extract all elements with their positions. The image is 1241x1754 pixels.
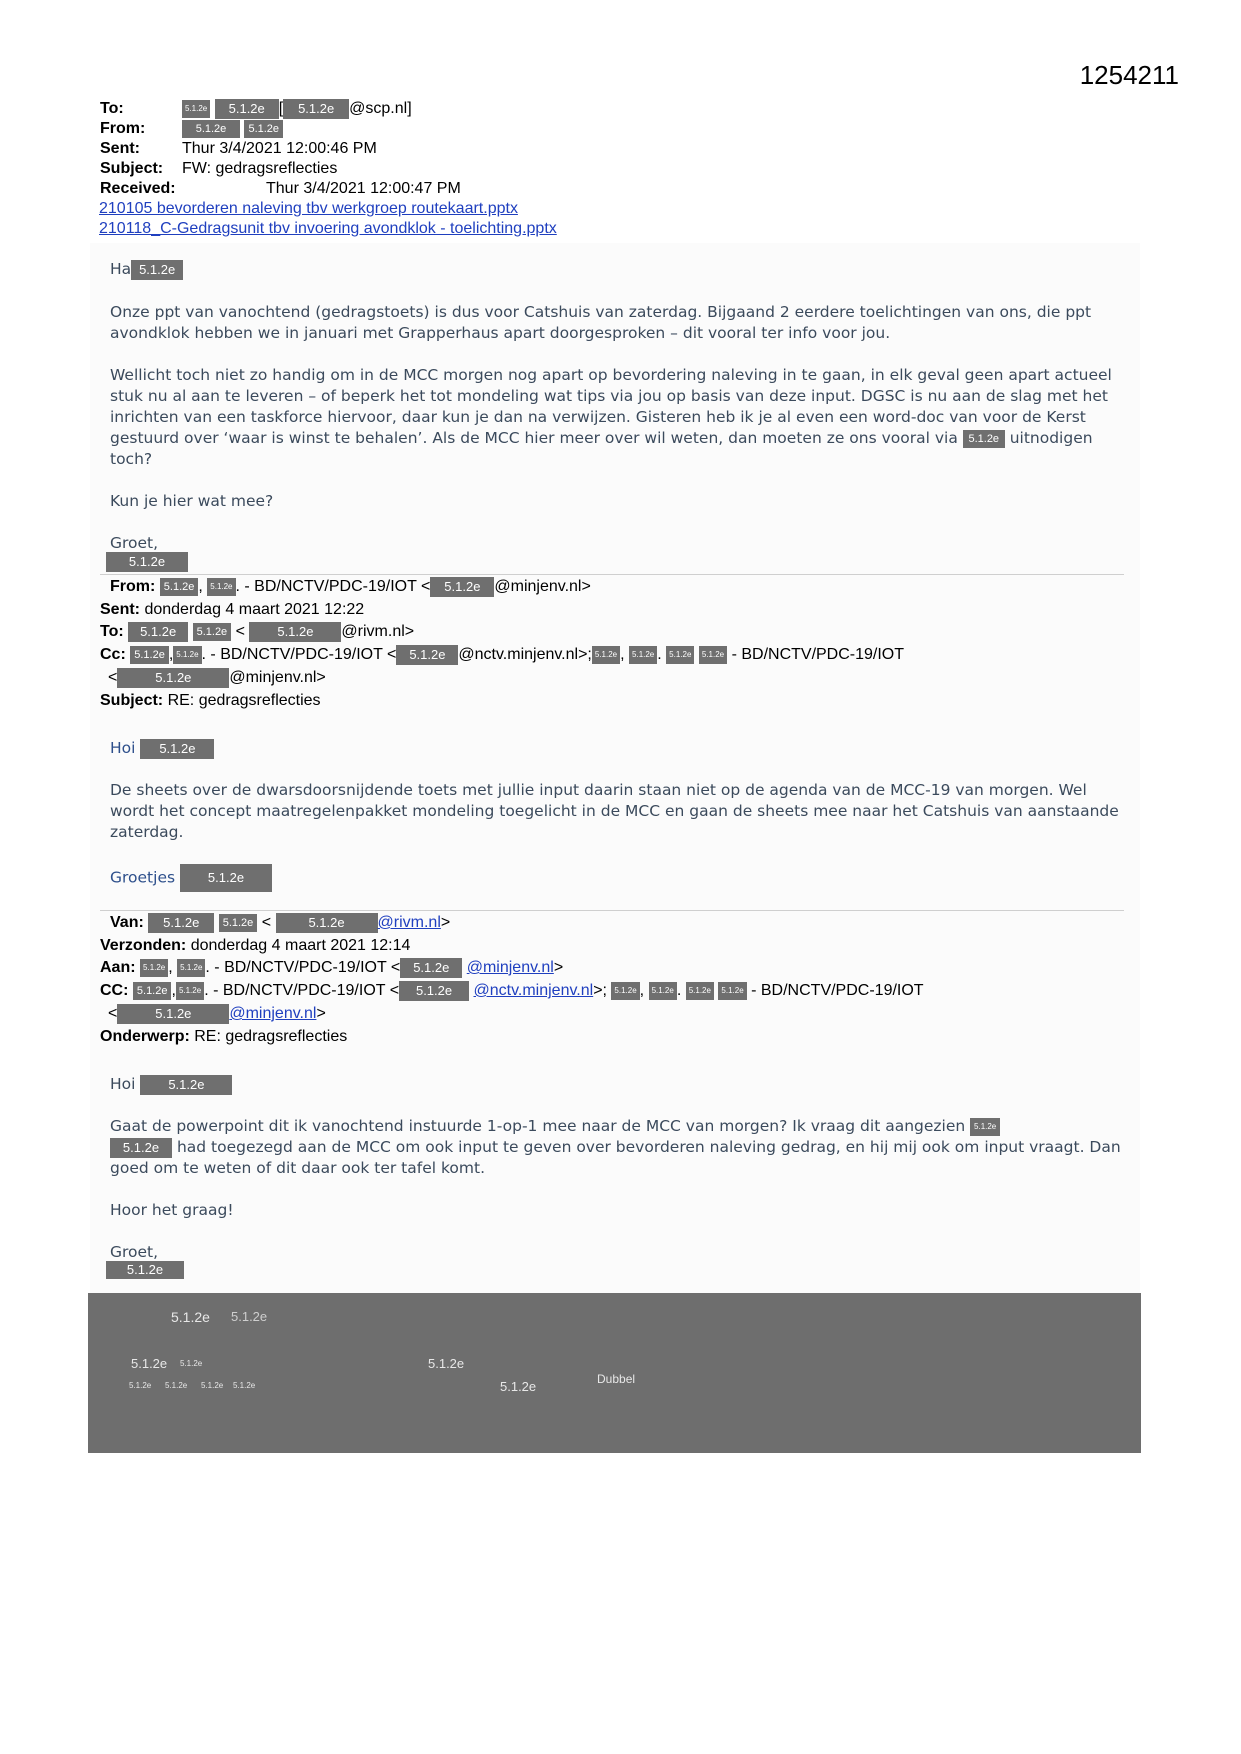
redaction: 5.1.2e <box>131 260 183 280</box>
email-link[interactable]: @minjenv.nl <box>229 1005 317 1022</box>
message2-to: To: 5.1.2e 5.1.2e < 5.1.2e @rivm.nl> <box>100 623 415 640</box>
redaction: 5.1.2e <box>718 982 746 1000</box>
redaction: 5.1.2e <box>399 981 469 1001</box>
message3-subject: Onderwerp: RE: gedragsreflecties <box>100 1028 348 1045</box>
redaction: 5.1.2e <box>177 959 205 977</box>
sent-value: Thur 3/4/2021 12:00:46 PM <box>182 140 377 157</box>
redaction: 5.1.2e <box>173 646 201 664</box>
message3-closing: Groet, <box>110 1243 159 1261</box>
document-number: 1254211 <box>1079 60 1179 90</box>
redaction: 5.1.2e <box>180 864 272 892</box>
message1-question: Kun je hier wat mee? <box>110 492 274 510</box>
message3-paragraph: Gaat de powerpoint dit ik vanochtend instuurde 1-op-1 mee naar de MCC van morgen? Ik vraag dit aangezien 5.1.2e 5.1.2e had toegezegd aan de MCC om ook input te geven over bevorderen naleving gedrag, en hij mij ook om input vraagt. Dan goed om te weten of dit daar ook ter tafel komt. <box>110 1117 1121 1177</box>
redaction: 5.1.2e <box>110 1138 172 1158</box>
redaction: 5.1.2e <box>182 120 240 138</box>
received-value: Thur 3/4/2021 12:00:47 PM <box>266 180 461 197</box>
message2-from: From: 5.1.2e , 5.1.2e . - BD/NCTV/PDC-19/IOT < 5.1.2e @minjenv.nl> <box>110 578 591 595</box>
redaction: 5.1.2e <box>219 914 258 932</box>
message2-subject: Subject: RE: gedragsreflecties <box>100 692 321 709</box>
message3-greeting: Hoi 5.1.2e <box>110 1074 1130 1095</box>
redaction: 5.1.2e <box>148 913 214 933</box>
message2-paragraph: De sheets over de dwarsdoorsnijdende toets met jullie input daarin staan niet op de agenda van de MCC-19 van morgen. Wel wordt het concept maatregelenpakket mondeling toegelicht in de MCC en gaan de sheets mee naar het Catshuis van aanstaande zaterdag. <box>110 781 1119 841</box>
redaction: 5.1.2e <box>396 645 458 665</box>
message3-cc-cont: < 5.1.2e @minjenv.nl> <box>108 1005 326 1022</box>
redaction: 5.1.2e <box>193 623 232 641</box>
subject-label: Subject: <box>100 160 164 177</box>
redaction: 5.1.2e <box>140 1075 232 1095</box>
redaction: 5.1.2e <box>117 1004 229 1024</box>
redaction: 5.1.2e <box>231 1309 268 1324</box>
header-to <box>100 99 412 119</box>
redaction: 5.1.2e <box>201 1381 224 1390</box>
redaction: 5.1.2e <box>165 1381 188 1390</box>
attachment-link[interactable]: 210118_C-Gedragsunit tbv invoering avondklok - toelichting.pptx <box>99 220 557 237</box>
redaction: 5.1.2e <box>180 1359 203 1368</box>
redaction: 5.1.2e <box>649 982 677 1000</box>
separator <box>100 910 1124 911</box>
redaction: 5.1.2e <box>592 646 620 664</box>
message2-greeting: Hoi 5.1.2e <box>110 738 1130 759</box>
message2-closing: Groetjes 5.1.2e <box>110 864 1130 892</box>
message2-sent: Sent: donderdag 4 maart 2021 12:22 <box>100 601 365 618</box>
redaction: 5.1.2e <box>400 958 462 978</box>
redaction: 5.1.2e <box>128 622 188 642</box>
received-label: Received: <box>100 180 176 197</box>
signature-redaction: 5.1.2e <box>106 1261 184 1279</box>
message1-greeting: Ha 5.1.2e <box>110 259 1130 280</box>
redaction: 5.1.2e <box>666 646 694 664</box>
redaction: 5.1.2e <box>117 668 229 688</box>
redaction: 5.1.2e <box>699 646 727 664</box>
message3-from: Van: 5.1.2e 5.1.2e < 5.1.2e @rivm.nl> <box>110 914 451 931</box>
redaction: 5.1.2e <box>140 739 214 759</box>
message1-paragraph: Wellicht toch niet zo handig om in de MCC morgen nog apart op bevordering naleving in te gaan, in elk geval geen apart actueel stuk nu al aan te leveren – of beperk het tot mondeling wat tips via jou op basis van deze input. DGSC is nu aan de slag met het inrichten van een taskforce hiervoor, daar kun je dan na verwijzen. Gisteren heb ik je al even een word-doc van voor de Kerst gestuurd over ‘waar is winst te behalen’. Als de MCC hier meer over wil weten, dan moeten ze ons vooral via 5.1.2e uitnodigen toch? <box>110 366 1112 468</box>
header-from <box>100 119 283 139</box>
header-sent <box>100 139 377 159</box>
redaction: 5.1.2e <box>970 1118 1000 1136</box>
redaction: 5.1.2e <box>500 1379 537 1394</box>
redaction: 5.1.2e <box>963 430 1005 448</box>
dubbel-label: Dubbel <box>597 1372 636 1386</box>
message3-cc: CC: 5.1.2e , 5.1.2e . - BD/NCTV/PDC-19/IOT < 5.1.2e @nctv.minjenv.nl>; 5.1.2e , 5.1.2e . 5.1.2e 5.1.2e - BD/NCTV/PDC-19/IOT <box>100 982 924 999</box>
message2-cc-cont: < 5.1.2e @minjenv.nl> <box>108 669 326 686</box>
redaction: 5.1.2e <box>129 1381 152 1390</box>
redaction: 5.1.2e <box>276 913 378 933</box>
redaction: 5.1.2e <box>244 120 283 138</box>
message1-paragraph: Onze ppt van vanochtend (gedragstoets) is dus voor Catshuis van zaterdag. Bijgaand 2 eerdere toelichtingen van ons, die ppt avondklok hebben we in januari met Grapperhaus apart doorgesproken – dit vooral ter info voor jou. <box>110 303 1092 342</box>
to-domain: @scp.nl] <box>349 100 412 118</box>
header-subject <box>100 159 337 179</box>
redaction: 5.1.2e <box>428 1356 465 1371</box>
redaction: 5.1.2e <box>430 577 494 597</box>
from-label: From: <box>100 120 146 137</box>
message2-cc: Cc: 5.1.2e , 5.1.2e . - BD/NCTV/PDC-19/IOT < 5.1.2e @nctv.minjenv.nl>; 5.1.2e , 5.1.2e . 5.1.2e 5.1.2e - BD/NCTV/PDC-19/IOT <box>100 646 905 663</box>
separator <box>100 574 1124 575</box>
message3-sent: Verzonden: donderdag 4 maart 2021 12:14 <box>100 937 411 954</box>
redaction: 5.1.2e <box>171 1309 210 1325</box>
attachment-link[interactable]: 210105 bevorderen naleving tbv werkgroep routekaart.pptx <box>99 200 518 217</box>
redaction: 5.1.2e <box>160 578 199 596</box>
message3-paragraph: Hoor het graag! <box>110 1201 234 1219</box>
redaction: 5.1.2e <box>686 982 714 1000</box>
subject-value: FW: gedragsreflecties <box>182 160 338 177</box>
message1-closing: Groet, <box>110 534 159 552</box>
redaction: 5.1.2e <box>131 1356 168 1371</box>
email-link[interactable]: @rivm.nl <box>377 914 441 931</box>
redaction: 5.1.2e <box>233 1381 256 1390</box>
signature-redaction: 5.1.2e <box>106 552 188 572</box>
redaction: 5.1.2e <box>283 99 349 119</box>
to-bracket: [ <box>278 100 284 118</box>
redaction: 5.1.2e <box>130 646 169 664</box>
to-label: To: <box>100 100 124 118</box>
redaction: 5.1.2e <box>249 622 341 642</box>
footer-signature-block <box>88 1293 1141 1453</box>
redaction: 5.1.2e <box>629 646 657 664</box>
redaction: 5.1.2e <box>176 982 204 1000</box>
redaction: 5.1.2e <box>611 982 639 1000</box>
header-received <box>100 179 461 199</box>
redaction: 5.1.2e <box>140 959 168 977</box>
redaction: 5.1.2e <box>182 100 210 118</box>
sent-label: Sent: <box>100 140 140 157</box>
redaction: 5.1.2e <box>207 578 235 596</box>
message3-to: Aan: 5.1.2e , 5.1.2e . - BD/NCTV/PDC-19/IOT < 5.1.2e @minjenv.nl> <box>100 959 564 976</box>
redaction: 5.1.2e <box>133 982 172 1000</box>
email-link[interactable]: @nctv.minjenv.nl <box>473 982 594 999</box>
redaction: 5.1.2e <box>215 99 279 119</box>
email-link[interactable]: @minjenv.nl <box>466 959 554 976</box>
